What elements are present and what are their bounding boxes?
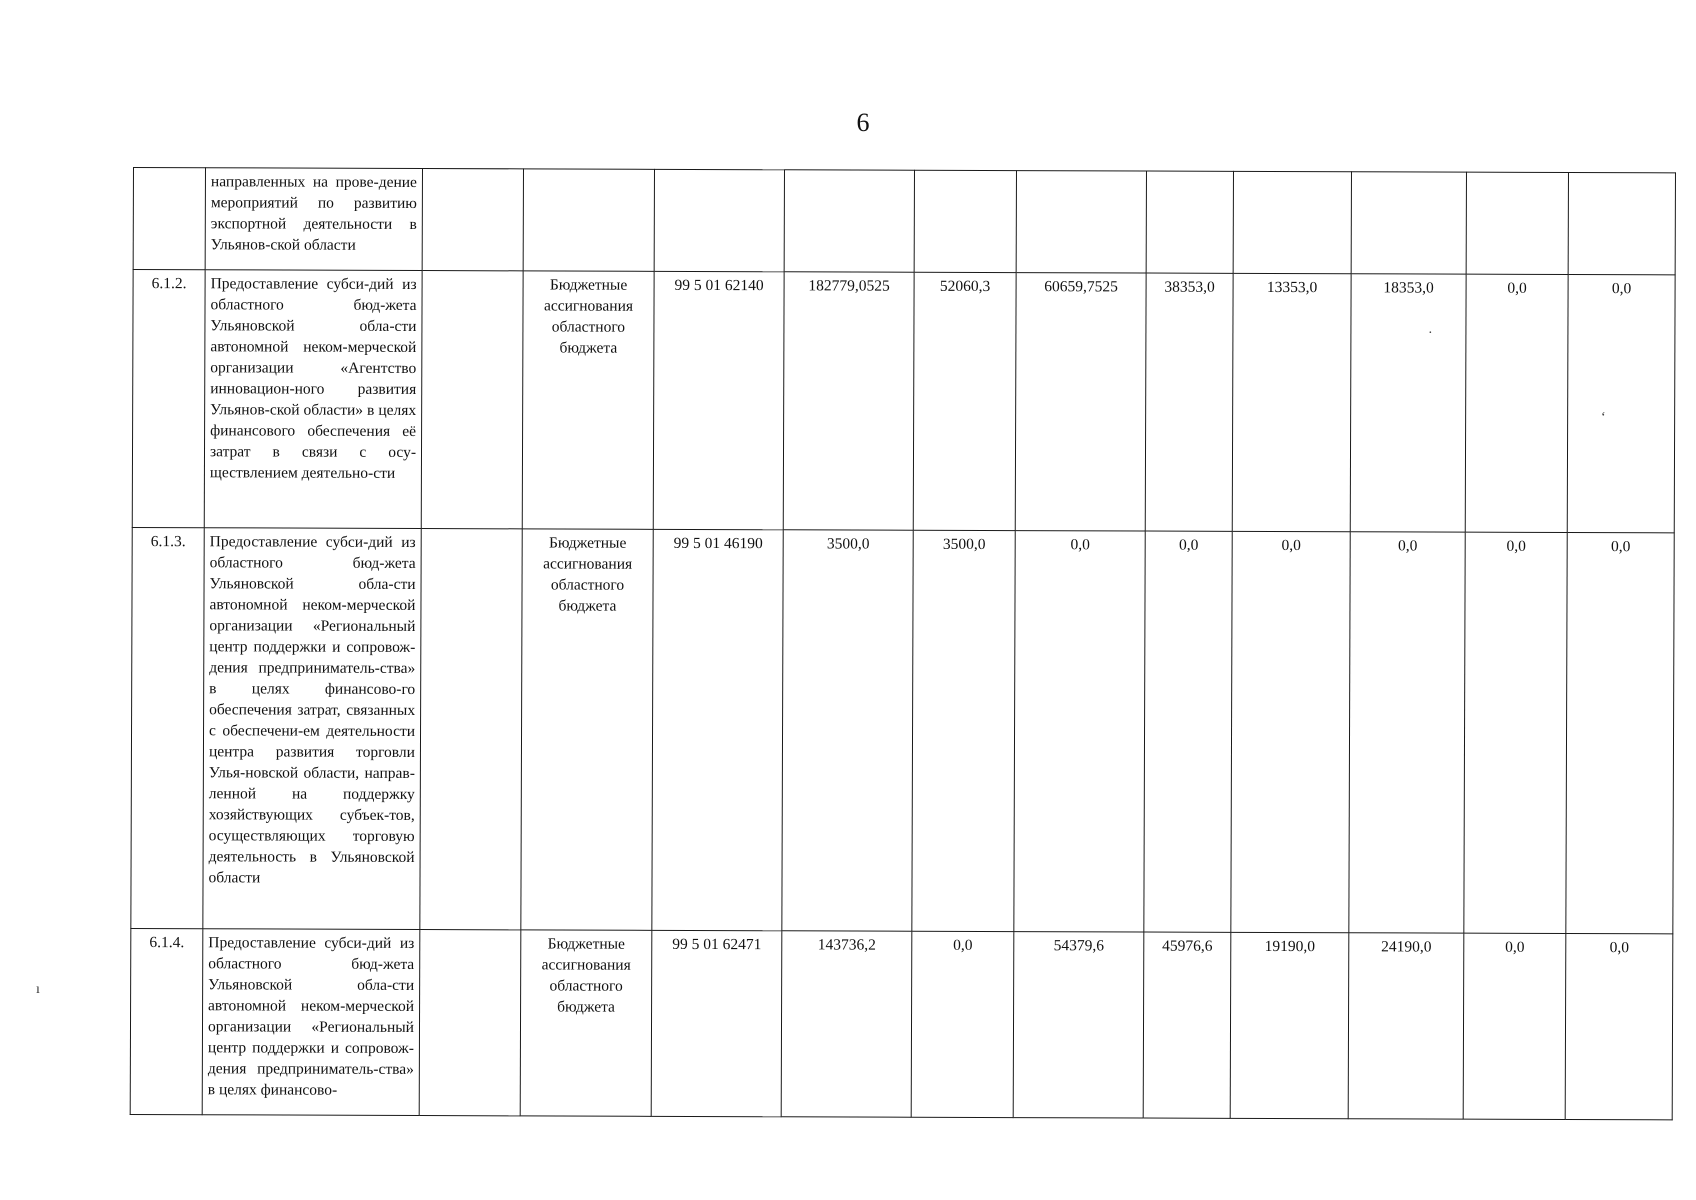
value-year-1 — [914, 170, 1016, 272]
value-year-6 — [1466, 172, 1568, 274]
value-year-4: 19190,0 — [1230, 932, 1349, 1118]
row-number — [133, 168, 205, 270]
funding-source — [523, 169, 654, 271]
value-year-4 — [1233, 171, 1351, 273]
budget-code — [654, 169, 784, 271]
value-year-1: 0,0 — [911, 931, 1014, 1117]
budget-code: 99 5 01 62471 — [651, 930, 782, 1116]
value-year-2: 0,0 — [1014, 531, 1145, 932]
value-year-2 — [1016, 171, 1146, 273]
table-row — [133, 168, 1675, 275]
value-total: 3500,0 — [782, 530, 913, 931]
row-number: 6.1.4. — [130, 928, 203, 1114]
value-year-5: 0,0 — [1349, 532, 1465, 933]
funding-source: Бюджетные ассигнования областного бюджета — [520, 930, 652, 1116]
measure-name: Предоставление субси-дий из областного бюд-жета Ульяновской обла-сти автономной неком-мерческой организации «Региональный центр поддержки и сопровож-дения предприниматель-ства» в целях финансово- — [202, 929, 420, 1116]
value-year-4: 13353,0 — [1232, 273, 1351, 531]
value-year-4: 0,0 — [1231, 531, 1350, 932]
value-year-2: 54379,6 — [1013, 932, 1144, 1118]
value-year-6: 0,0 — [1463, 933, 1566, 1119]
funding-source: Бюджетные ассигнования областного бюджета — [521, 529, 653, 930]
measure-name: Предоставление субси-дий из областного бюд-жета Ульяновской обла-сти автономной неком-мерческой организации «Агентство инновацион-ного развития Ульянов-ской области» в целях финансового обеспечения её затрат в связи с осу-ществлением деятельно-сти — [204, 270, 422, 529]
table-row — [131, 527, 1674, 933]
value-year-6: 0,0 — [1465, 274, 1568, 532]
value-total — [784, 170, 914, 272]
value-year-1: 3500,0 — [912, 530, 1015, 931]
scan-speck: ‘ — [1601, 410, 1606, 425]
value-year-3 — [1146, 171, 1233, 273]
value-year-3: 45976,6 — [1143, 932, 1231, 1118]
budget-code: 99 5 01 62140 — [653, 271, 784, 529]
budget-table — [130, 167, 1676, 1120]
value-year-5: 24190,0 — [1348, 933, 1464, 1119]
value-year-3: 38353,0 — [1145, 273, 1233, 531]
scan-speck: ı — [36, 982, 40, 997]
value-year-7: 0,0 — [1565, 934, 1673, 1120]
value-year-3: 0,0 — [1144, 531, 1232, 932]
empty-cell — [422, 169, 523, 271]
value-year-7: 0,0 — [1567, 275, 1675, 533]
measure-name: направленных на прове-дение мероприятий по развитию экспортной деятельности в Ульянов-ской области — [205, 168, 422, 271]
page-number: 6 — [856, 108, 870, 137]
scan-speck: · — [1428, 326, 1433, 341]
empty-cell — [419, 930, 521, 1116]
value-year-6: 0,0 — [1464, 532, 1567, 933]
value-year-7 — [1568, 173, 1675, 275]
empty-cell — [421, 271, 523, 529]
budget-code: 99 5 01 46190 — [652, 529, 783, 930]
value-year-5 — [1351, 172, 1466, 274]
value-year-1: 52060,3 — [913, 272, 1016, 530]
value-total: 182779,0525 — [783, 272, 914, 530]
table-row — [130, 928, 1673, 1119]
measure-name: Предоставление субси-дий из областного бюд-жета Ульяновской обла-сти автономной неком-мерческой организации «Региональный центр поддержки и сопровож-дения предприниматель-ства» в целях финансово-го обеспечения затрат, связанных с обеспечени-ем деятельности центра развития торговли Улья-новской области, направ-ленной на поддержку хозяйствующих субъек-тов, осуществляющих торговую деятельность в Ульяновской области — [203, 528, 421, 930]
table-row — [132, 270, 1675, 533]
value-total: 143736,2 — [781, 931, 912, 1117]
row-number: 6.1.3. — [131, 527, 204, 928]
value-year-7: 0,0 — [1566, 533, 1674, 934]
funding-source: Бюджетные ассигнования областного бюджета — [522, 271, 654, 529]
empty-cell — [420, 529, 522, 930]
value-year-2: 60659,7525 — [1015, 273, 1146, 531]
row-number: 6.1.2. — [132, 270, 205, 528]
value-year-5: 18353,0 — [1350, 274, 1466, 532]
